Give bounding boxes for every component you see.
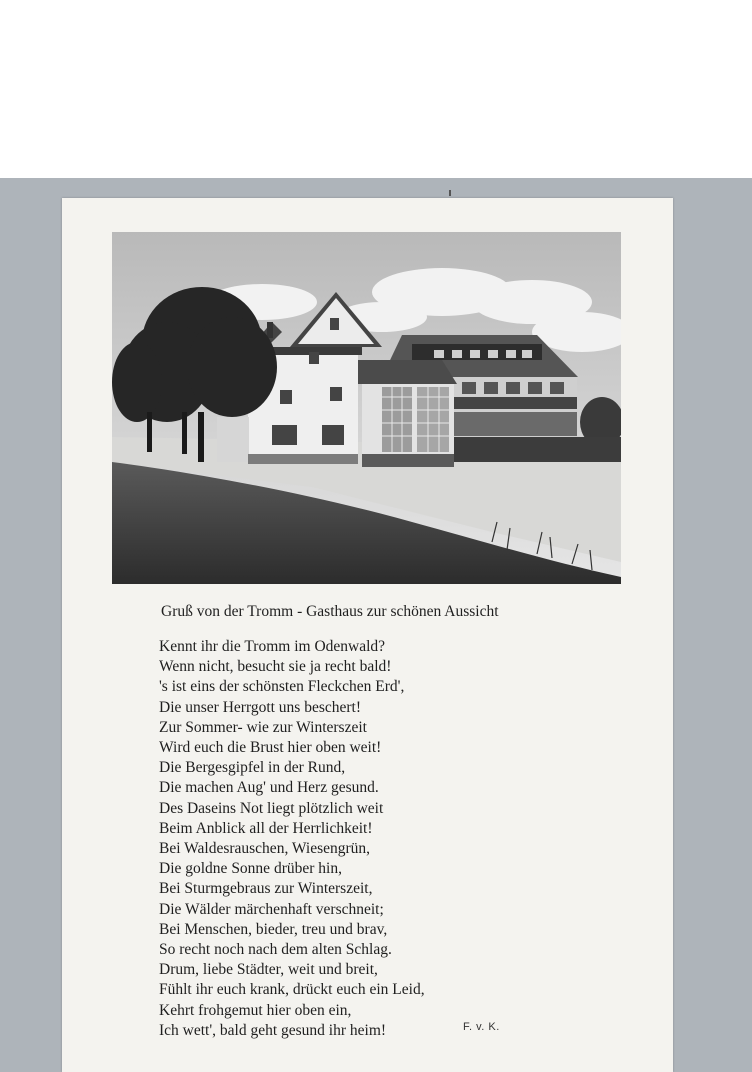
middle-wing [348,360,457,467]
scan-mark [449,190,451,196]
poem-line: Die Wälder märchenhaft verschneit; [159,900,384,918]
poem-line: Bei Waldesrauschen, Wiesengrün, [159,840,371,858]
poem-line: Die unser Herrgott uns beschert! [159,698,362,716]
poem-line: Bei Sturmgebraus zur Winterszeit, [159,880,373,898]
poem-line: So recht noch nach dem alten Schlag. [159,941,392,959]
postcard-caption: Gruß von der Tromm - Gasthaus zur schönen Aussicht [161,603,499,620]
poem-line: Die goldne Sonne drüber hin, [159,860,342,878]
poem-line: Zur Sommer- wie zur Winterszeit [159,718,367,736]
poem-line: Fühlt ihr euch krank, drückt euch ein Leid, [159,981,425,999]
poem-line: Die machen Aug' und Herz gesund. [159,779,379,797]
poem-signature: F. v. K. [463,1021,500,1033]
poem-line: Beim Anblick all der Herrlichkeit! [159,819,373,837]
postcard-photo [112,232,621,584]
top-margin [0,0,752,178]
poem-line: Die Bergesgipfel in der Rund, [159,759,346,777]
poem-line: 's ist eins der schönsten Fleckchen Erd', [159,678,405,696]
poem [159,637,559,1041]
poem-line: Kehrt frohgemut hier oben ein, [159,1001,352,1019]
poem-line: Wenn nicht, besucht sie ja recht bald! [159,658,392,676]
poem-line: Wird euch die Brust hier oben weit! [159,739,382,757]
inn-photo-illustration [112,232,621,584]
poem-line: Kennt ihr die Tromm im Odenwald? [159,638,386,655]
poem-line: Des Daseins Not liegt plötzlich weit [159,799,384,817]
poem-line: Ich wett', bald geht gesund ihr heim! [159,1021,387,1039]
poem-line: Bei Menschen, bieder, treu und brav, [159,920,388,938]
poem-line: Drum, liebe Städter, weit und breit, [159,961,378,979]
